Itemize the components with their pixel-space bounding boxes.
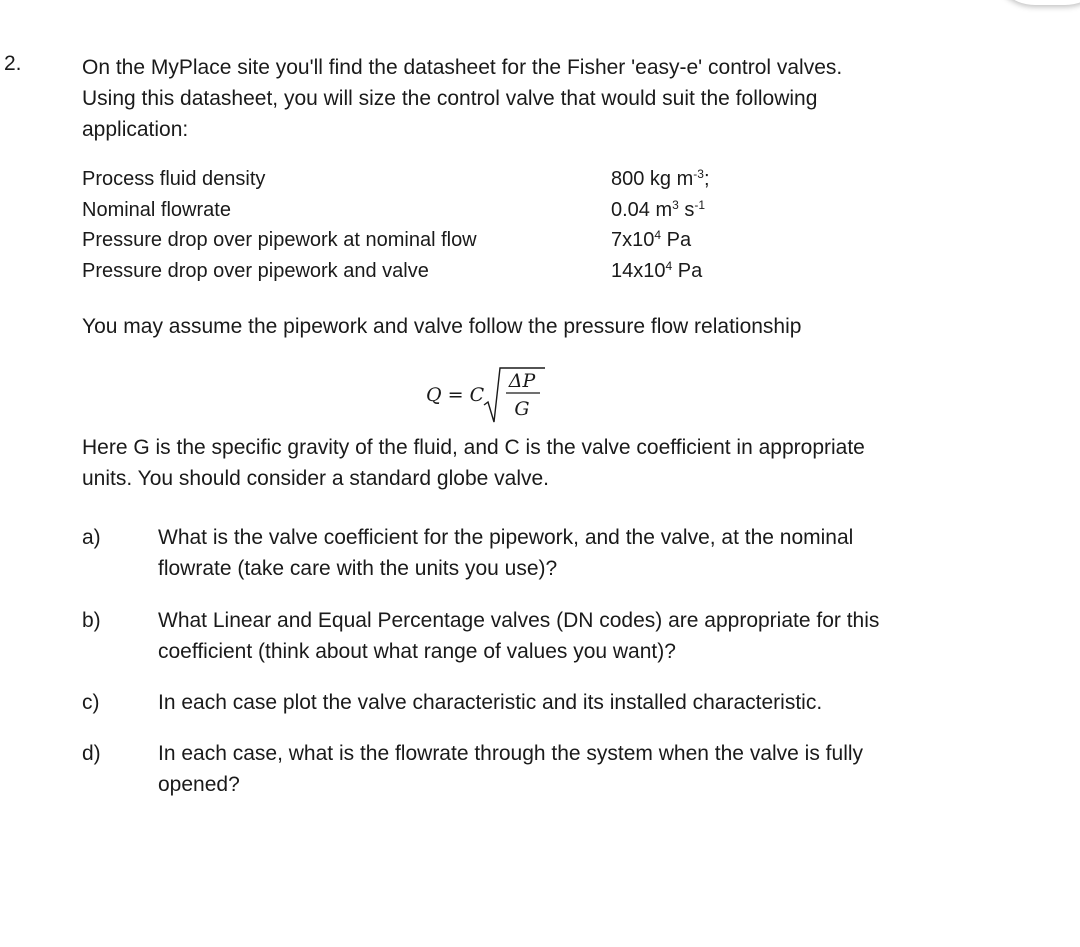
parameter-value: $7x10^4$ Pa [611, 228, 692, 251]
parameter-value: 0.04 $m^3$ $s^{-1}$ [611, 197, 706, 221]
part-text: What Linear and Equal Percentage valves (DN codes) are appropriate for this coefficient (think about what range of values you want)? [158, 609, 880, 663]
parameter-row-total-drop [82, 256, 782, 287]
parameter-value: $14x10^4$ Pa [611, 258, 703, 282]
parameter-row-flowrate [82, 195, 782, 226]
definitions-text [82, 432, 972, 494]
equation-lhs: Q = C [426, 384, 485, 406]
assumption-text: You may assume the pipework and valve follow the pressure flow relationship [82, 315, 802, 338]
part-letter: a) [82, 526, 101, 549]
intro-line: application: [82, 118, 189, 141]
part-text: What is the valve coefficient for the pipework, and the valve, at the nominal flowrate (take care with the units you use)? [158, 526, 854, 580]
parameter-label: Nominal flowrate [82, 198, 231, 221]
part-text: In each case plot the valve characteristic and its installed characteristic. [158, 691, 823, 714]
equation-numerator: ΔP [508, 370, 536, 392]
intro-line: Using this datasheet, you will size the control valve that would suit the following [82, 87, 818, 110]
parameter-label: Pressure drop over pipework and valve [82, 259, 429, 282]
parameter-value: 800 kg $m^{-3}$; [611, 167, 710, 190]
parameter-label: Process fluid density [82, 168, 266, 190]
equation-denominator: G [514, 398, 530, 420]
parameter-row-density [82, 164, 782, 195]
parameter-table [82, 164, 782, 286]
part-letter: b) [82, 609, 101, 632]
corner-shadow [990, 0, 1080, 5]
parameter-label: Pressure drop over pipework at nominal flow [82, 229, 477, 251]
parameter-row-pipework-drop [82, 225, 782, 256]
question-intro [82, 52, 962, 145]
part-text: In each case, what is the flowrate through the system when the valve is fully opened? [158, 742, 864, 796]
definitions-line: units. You should consider a standard globe valve. [82, 467, 549, 490]
definitions-line: Here G is the specific gravity of the fluid, and C is the valve coefficient in appropriate [82, 436, 865, 459]
flow-equation [420, 360, 550, 428]
intro-line: On the MyPlace site you'll find the datasheet for the Fisher 'easy-e' control valves. [82, 56, 843, 79]
flow-equation-svg [420, 360, 550, 428]
part-letter: c) [82, 691, 100, 714]
question-number: 2. [4, 52, 22, 75]
part-letter: d) [82, 742, 101, 765]
